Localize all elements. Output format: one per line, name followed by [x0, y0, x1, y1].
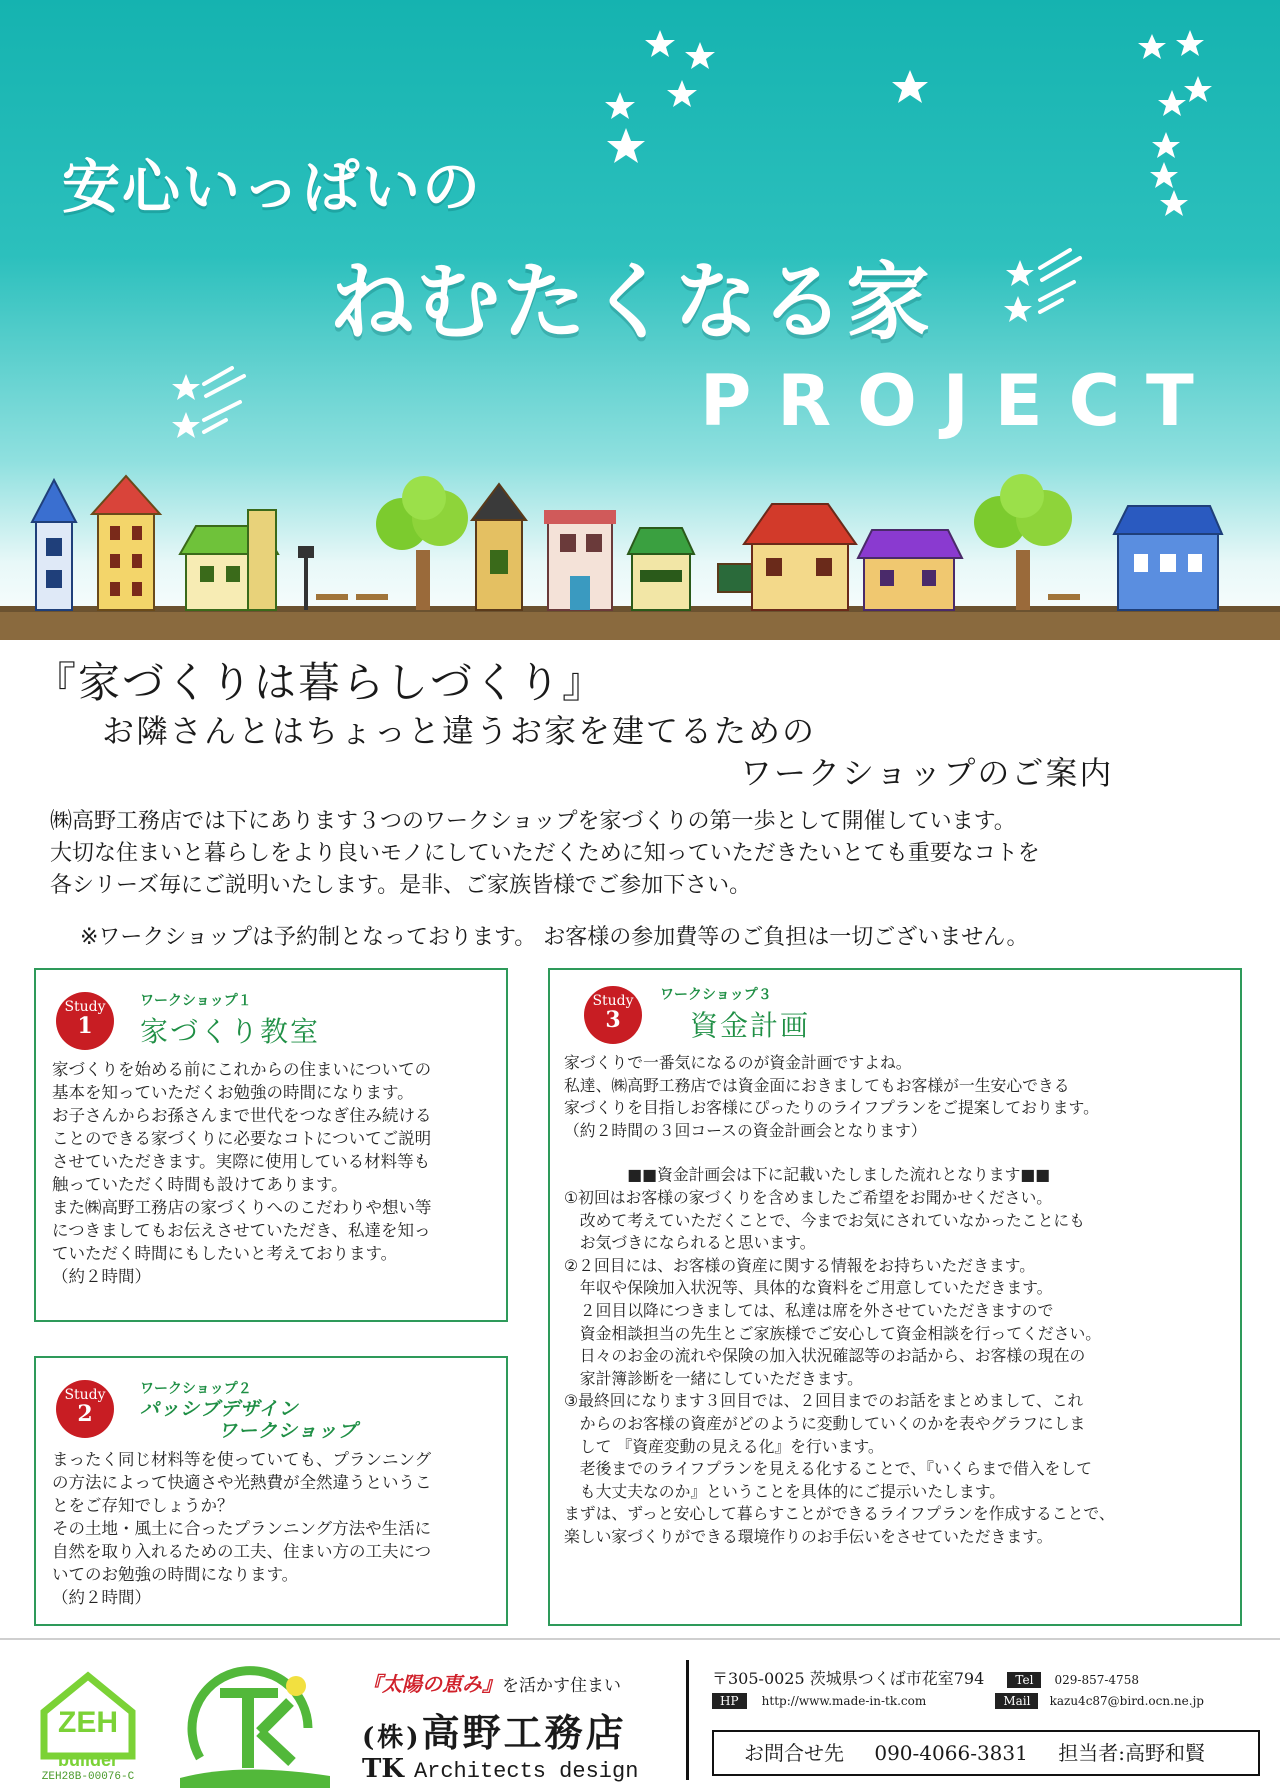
workshop-kicker: ワークショップ１	[140, 993, 252, 1009]
contact-label: お問合せ先	[744, 1741, 844, 1765]
workshop-title: 資金計画	[690, 1009, 811, 1042]
star-icon	[685, 42, 715, 69]
company-address-block	[712, 1666, 1204, 1714]
star-icon	[1160, 190, 1188, 216]
contact-phone[interactable]: 090-4066-3831	[874, 1741, 1028, 1765]
zeh-word: ZEH	[58, 1706, 118, 1739]
tagline-rest: を活かす住まい	[502, 1676, 621, 1696]
email-link[interactable]: kazu4c87@bird.ocn.ne.jp	[1049, 1694, 1204, 1708]
tree-icon	[376, 476, 468, 610]
footer-divider	[0, 1638, 1280, 1640]
town-illustration	[0, 470, 1280, 640]
star-icon	[1006, 260, 1034, 286]
company-name: (株)高野工務店	[362, 1710, 627, 1755]
website-link[interactable]: http://www.made-in-tk.com	[761, 1694, 927, 1708]
workshop-body: 家づくりを始める前にこれからの住まいについての 基本を知っていただくお勉強の時間になります。 お子さんからお孫さんまで世代をつなぎ住み続ける ことのできる家づくりに必要なコトについてご説明 させていただきます。実際に使用している材料等も 触っていただく時間も設けてあります。 また㈱高野工務店の家づくりへのこだわりや想い等 につきましてもお伝えさせていただき、私達を知っ ていただく時間にもしたいと考えております。 （約２時間）	[52, 1060, 432, 1286]
subhead-line1: お隣さんとはちょっと違うお家を建てるための	[102, 712, 817, 750]
intro-text	[50, 806, 1250, 902]
hero-title-line1: 安心いっぱいの	[62, 153, 483, 221]
footer-vertical-divider	[686, 1660, 689, 1780]
zeh-builder-logo	[34, 1660, 154, 1780]
study-badge: Study 2	[56, 1380, 114, 1438]
house-icon	[1114, 506, 1222, 610]
study-badge: Study 3	[584, 986, 642, 1044]
tk-logo	[180, 1658, 330, 1788]
house-icon	[628, 528, 694, 610]
tree-icon	[974, 474, 1072, 610]
star-icon	[1176, 30, 1204, 56]
house-icon	[544, 510, 616, 610]
tagline	[362, 1668, 621, 1697]
intro-line: 各シリーズ毎にご説明いたします。是非、ご家族皆様でご参加下さい。	[50, 873, 752, 898]
workshop-title-line2: ワークショップ	[218, 1420, 358, 1442]
workshop-body: 家づくりで一番気になるのが資金計画ですよね。 私達、㈱高野工務店では資金面におきましてもお客様が一生安心できる 家づくりを目指しお客様にぴったりのライフプランをご提案しております。 （約２時間の３回コースの資金計画会となります） ■■資金計画会は下に記載いたしました流れとなります■■ ①初回はお客様の家づくりを含めましたご希望をお聞かせください。 改めて考えていただくことで、今までお気にされていなかったことにも お気づきになられると思います。 ②２回目には、お客様の資産に関する情報をお持ちいただきます。 年収や保険加入状況等、具体的な資料をご用意していただきます。 ２回目以降につきましては、私達は席を外させていただきますので 資金相談担当の先生とご家族様でご安心して資金相談を行ってください。 日々のお金の流れや保険の加入状況確認等のお話から、お客様の現在の 家計簿診断を一緒にしていただきます。 ③最終回になります３回目では、２回目までのお話をまとめまして、これ からのお客様の資産がどのように変動していくのかを表やグラフにしま して 『資産変動の見える化』を行います。 老後までのライフプランを見える化することで、『いくらまで借入をして も大丈夫なのか』ということを具体的にご提示いたします。 まずは、ずっと安心して暮らすことができるライフプランを作成することで、 楽しい家づくりができる環境作りのお手伝いをさせていただきます。	[564, 1053, 1115, 1546]
intro-line: 大切な住まいと暮らしをより良いモノにしていただくために知っていただきたいとても重要なコトを	[50, 841, 1040, 866]
house-icon	[858, 530, 962, 610]
star-icon	[1184, 76, 1212, 102]
workshop-2-box	[34, 1356, 508, 1626]
workshop-title: 家づくり教室	[140, 1015, 321, 1048]
house-icon	[180, 510, 278, 610]
hero-title-line2: ねむたくなる家	[330, 253, 933, 351]
notice-text: ※ワークショップは予約制となっております。 お客様の参加費等のご負担は一切ございません。	[80, 925, 1029, 950]
tel-label: Tel	[1007, 1672, 1041, 1688]
star-icon	[1152, 132, 1180, 158]
contact-box	[712, 1730, 1260, 1776]
zeh-sub: builder	[57, 1750, 119, 1770]
star-icon	[1004, 296, 1032, 322]
workshop-kicker: ワークショップ２	[140, 1381, 252, 1397]
star-icon	[892, 70, 928, 103]
hero-banner	[0, 0, 1280, 640]
tagline-em: 『太陽の恵み』	[362, 1672, 502, 1696]
house-icon	[32, 480, 76, 610]
workshop-1-box	[34, 968, 508, 1322]
star-icon	[607, 128, 645, 163]
star-icon	[1138, 34, 1166, 59]
house-icon	[744, 504, 856, 610]
zeh-code: ZEH28B-00076-C	[41, 1771, 135, 1780]
ground	[0, 610, 1280, 640]
study-badge: Study 1	[56, 992, 114, 1050]
company-en: TK Architects design	[362, 1754, 639, 1784]
hp-label: HP	[712, 1693, 747, 1709]
headline: 『家づくりは暮らしづくり』	[34, 658, 607, 707]
tel-number: 029-857-4758	[1054, 1673, 1139, 1687]
house-icon	[472, 484, 526, 610]
star-icon	[1150, 162, 1178, 188]
star-icon	[667, 80, 697, 107]
star-icon	[172, 374, 200, 400]
intro-line: ㈱高野工務店では下にあります３つのワークショップを家づくりの第一歩として開催しています。	[50, 809, 1016, 834]
workshop-kicker: ワークショップ３	[660, 987, 772, 1003]
workshop-body: まったく同じ材料等を使っていても、プランニング の方法によって快適さや光熱費が全然違うというこ とをご存知でしょうか？ その土地・風土に合ったプランニング方法や生活に 自然を取り入れるための工夫、住まい方の工夫につ いてのお勉強の時間になります。 （約２時間）	[52, 1450, 432, 1607]
house-icon	[92, 476, 160, 610]
mail-label: Mail	[995, 1693, 1038, 1709]
star-icon	[645, 30, 675, 57]
contact-person: 担当者:高野和賢	[1058, 1741, 1205, 1765]
workshop-title: パッシブデザイン	[140, 1398, 299, 1420]
star-icon	[605, 92, 635, 119]
postal-address: 〒305-0025 茨城県つくば市花室794	[712, 1669, 985, 1688]
star-icon	[1158, 90, 1186, 116]
star-icon	[172, 412, 200, 438]
hero-title-project: PROJECT	[700, 360, 1220, 442]
subhead-line2: ワークショップのご案内	[740, 754, 1114, 792]
workshop-3-box	[548, 968, 1242, 1626]
